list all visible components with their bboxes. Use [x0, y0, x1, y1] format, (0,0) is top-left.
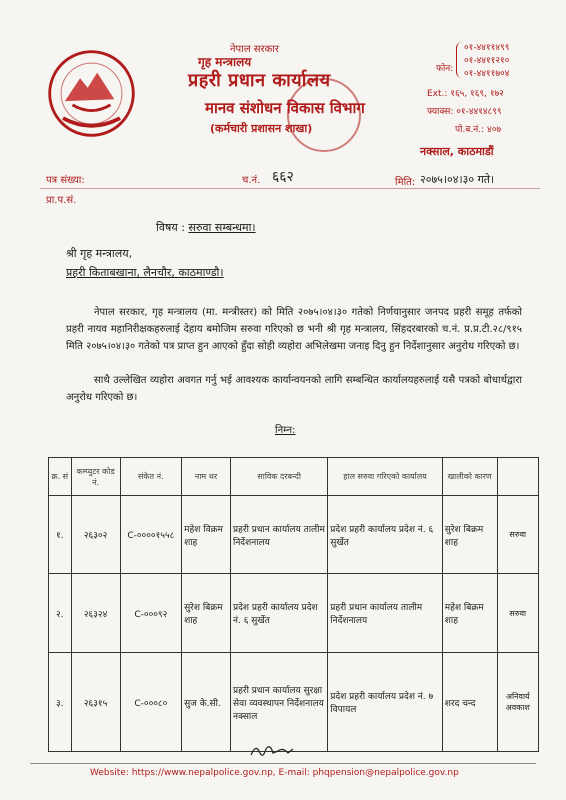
po-box: पो.ब.नं.: ४०७	[455, 125, 502, 135]
cell-vacancy-name: महेश बिक्रम शाह	[442, 574, 497, 653]
cell-name: सुरेश बिक्रम शाह	[182, 574, 231, 653]
subject-line	[156, 220, 256, 235]
cell-vacancy-name: सुरेश बिक्रम शाह	[442, 496, 497, 574]
cell-sn: १.	[49, 496, 72, 574]
cell-sn: २.	[49, 574, 72, 653]
col-header-sanket: संकेत नं.	[120, 458, 182, 496]
office-address: नक्साल, काठमाडौं	[420, 145, 494, 158]
subject-label: विषय :	[156, 221, 185, 234]
chalani-number: ६६२	[272, 169, 294, 185]
cell-old-post: प्रहरी प्रधान कार्यालय तालीम निर्देशनालय	[230, 496, 327, 574]
signature	[248, 741, 296, 761]
fax: फ्याक्स: ०१-४४१४८९९	[427, 107, 502, 117]
nepal-emblem-logo	[44, 46, 139, 141]
cell-sanket: C-०००९२	[120, 574, 182, 653]
phone-number-2: ०१-४४११२१०	[464, 56, 510, 66]
cell-name: सुज के.सी.	[182, 653, 231, 752]
cell-code: २६३१५	[71, 653, 120, 752]
table-row	[49, 653, 539, 752]
cell-old-post: प्रहरी प्रधान कार्यालय सुरक्षा सेवा व्यवस्थापन निर्देशनालय नक्साल	[230, 653, 327, 752]
cell-vacancy-name: शरद चन्द	[442, 653, 497, 752]
office-stamp	[287, 78, 361, 152]
header-branch: (कर्मचारी प्रशासन शाखा)	[210, 122, 313, 135]
header-ministry: गृह मन्त्रालय	[198, 55, 252, 69]
phone-number-3: ०१-४४११७०४	[464, 69, 510, 79]
col-header-sn: क्र. सं	[49, 458, 72, 496]
table-row	[49, 496, 539, 574]
cell-sanket: C-०००८०	[120, 653, 182, 752]
col-header-vacancy: खालीको कारण	[442, 458, 497, 496]
header-gov: नेपाल सरकार	[230, 44, 279, 55]
header-office: प्रहरी प्रधान कार्यालय	[188, 70, 331, 91]
cell-remark: सरुवा	[497, 574, 538, 653]
footer-divider	[30, 763, 536, 764]
recipient-line-2: प्रहरी किताबखाना, लैनचौर, काठमाण्डौ।	[66, 266, 224, 279]
cell-code: २६३२४	[71, 574, 120, 653]
col-header-new-office: हाल सरुवा गरिएको कार्यालय	[328, 458, 442, 496]
phone-number-1: ०१-४४११४९९	[464, 43, 510, 53]
cell-new-office: प्रदेश प्रहरी कार्यालय प्रदेश नं. ७ विपायल	[328, 653, 442, 752]
header-divider	[40, 188, 540, 189]
cell-name: महेश विक्रम शाह	[182, 496, 231, 574]
date-label: मिति:	[395, 177, 416, 188]
chalani-label: च.नं.	[242, 175, 261, 186]
cell-remark: अनिवार्य अवकाश	[497, 653, 538, 752]
extension: Ext.: १६५, १६९, १७२	[427, 89, 504, 99]
phone-label: फोन:	[436, 64, 454, 74]
cell-remark: सरुवा	[497, 496, 538, 574]
transfer-table	[48, 457, 539, 752]
cell-new-office: प्रदेश प्रहरी कार्यालय प्रदेश नं. ६ सुर्खेत	[328, 496, 442, 574]
cell-old-post: प्रदेश प्रहरी कार्यालय प्रदेश नं. ६ सुर्खेत	[230, 574, 327, 653]
header-department: मानव संशोधन विकास विभाग	[205, 99, 365, 117]
footer-contact: Website: https://www.nepalpolice.gov.np, E-mail: phqpension@nepalpolice.gov.np	[90, 768, 459, 778]
subject-text: सरुवा सम्बन्धमा।	[188, 221, 256, 234]
recipient-line-1: श्री गृह मन्त्रालय,	[66, 247, 133, 260]
body-paragraph-2: साथै उल्लेखित व्यहोरा अवगत गर्नु भई आवश्यक कार्यान्वयनको लागि सम्बन्धित कार्यालयहरुलाई यसै पत्रको बोधार्थद्वारा अनुरोध गरिएको छ।	[66, 375, 522, 403]
pras-label: प्रा.प.सं.	[46, 195, 77, 206]
col-header-old-post: साविक दरबन्दी	[230, 458, 327, 496]
cell-code: २६३०२	[71, 496, 120, 574]
col-header-name: नाम थर	[182, 458, 231, 496]
date-value: २०७५।०४।३० गते।	[420, 173, 495, 186]
patra-sankhya-label: पत्र संख्या:	[46, 175, 85, 186]
col-header-code: कम्प्युटर कोड नं.	[71, 458, 120, 496]
table-row	[49, 574, 539, 653]
cell-sn: ३.	[49, 653, 72, 752]
cell-sanket: C-००००१५५८	[120, 496, 182, 574]
body-paragraph-1: नेपाल सरकार, गृह मन्त्रालय (मा. मन्त्रीस्तर) को मिति २०७५।०४।३० गतेको निर्णयानुसार जनपद प्रहरी समूह तर्फको प्रहरी नायव महानिरीक्षकहरुलाई देहाय बमोजिम सरुवा गरिएको छ भनी श्री गृह मन्त्रालय, सिंहदरबारको च.नं. प्र.प्र.टी.२८/९१५ मिति २०७५।०४।३० गतेको पत्र प्राप्त हुन आएको हुँदा सोही व्यहोरा अभिलेखमा जनाइ दिनु हुन निर्देशानुसार अनुरोध गरिएको छ।	[66, 307, 522, 352]
cell-new-office: प्रहरी प्रधान कार्यालय तालीम निर्देशनालय	[328, 574, 442, 653]
table-header-row	[49, 458, 539, 496]
col-header-remark	[497, 458, 538, 496]
list-heading: निम्न:	[275, 425, 296, 436]
